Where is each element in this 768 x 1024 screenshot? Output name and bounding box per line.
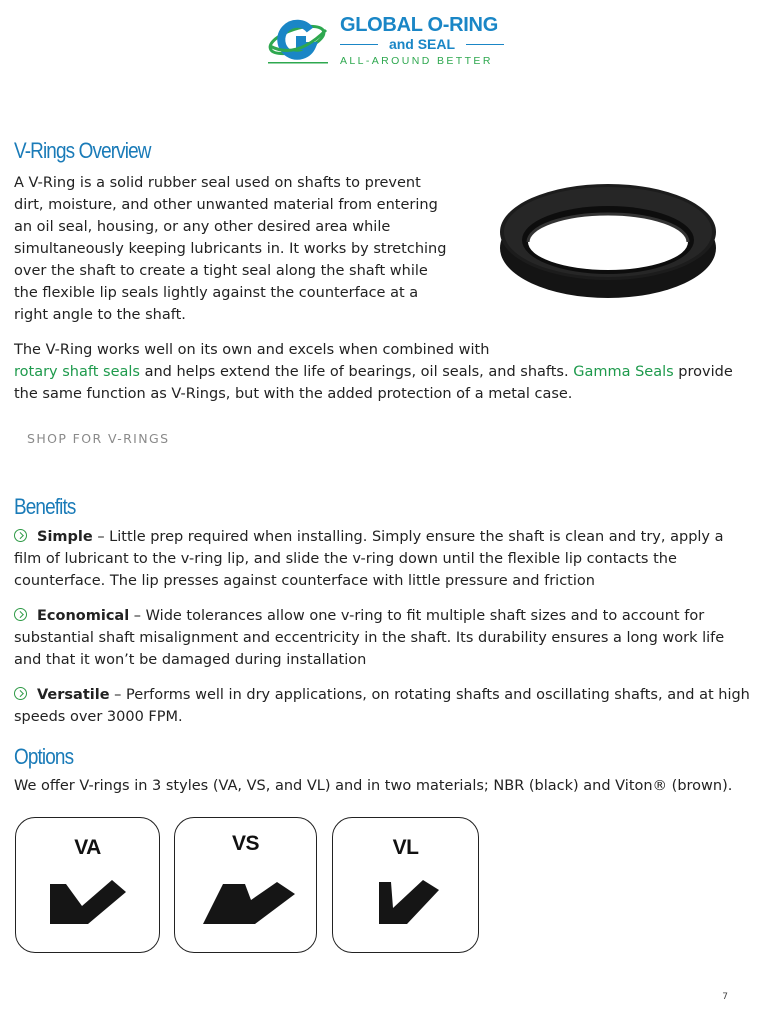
benefit-item-versatile: Versatile – Performs well in dry applications, on rotating shafts and oscillating shafts, and at high speeds over 3000 FPM. <box>14 687 750 725</box>
rotary-shaft-seals-link[interactable]: rotary shaft seals <box>14 364 140 380</box>
vs-profile-icon <box>201 878 297 928</box>
benefit-item-simple: Simple – Little prep required when installing. Simply ensure the shaft is clean and try, apply a film of lubricant to the v-ring lip, and slide the v-ring down until the flexible lip contacts the counterface. The lip presses against counterface with little pressure and friction <box>14 529 724 589</box>
logo-tagline: ALL-AROUND BETTER <box>340 55 493 67</box>
benefit-title: Simple <box>37 529 93 545</box>
style-card-vs <box>174 817 317 953</box>
vl-profile-icon <box>377 878 447 928</box>
benefits-heading: Benefits <box>14 494 76 519</box>
page-number: 7 <box>722 992 728 1002</box>
chevron-right-circle-icon <box>14 529 27 542</box>
chevron-right-circle-icon <box>14 608 27 621</box>
overview-heading: V-Rings Overview <box>14 138 151 163</box>
shop-for-v-rings-button[interactable]: SHOP FOR V-RINGS <box>27 431 170 446</box>
style-card-vl <box>332 817 479 953</box>
va-profile-icon <box>48 878 128 928</box>
gamma-seals-link[interactable]: Gamma Seals <box>573 364 674 380</box>
style-card-va <box>15 817 160 953</box>
benefit-title: Economical <box>37 608 130 624</box>
chevron-right-circle-icon <box>14 687 27 700</box>
v-ring-product-image <box>498 176 718 302</box>
overview-paragraph-2: The V-Ring works well on its own and excels when combined with rotary shaft seals and helps extend the life of bearings, oil seals, and shafts. Gamma Seals provide the same function as V-Rings, but with the added protection of a metal case. <box>14 342 733 402</box>
style-label: VL <box>392 836 419 859</box>
benefit-item-economical: Economical – Wide tolerances allow one v-ring to fit multiple shaft sizes and to account for substantial shaft misalignment and eccentricity in the shaft. Its durability ensures a long work life and that it won’t be damaged during installation <box>14 608 725 668</box>
style-label: VS <box>231 832 259 855</box>
options-paragraph: We offer V-rings in 3 styles (VA, VS, and VL) and in two materials; NBR (black) and Viton® (brown). <box>14 778 733 794</box>
benefit-title: Versatile <box>37 687 110 703</box>
style-label: VA <box>74 836 101 859</box>
logo-subtitle: and SEAL <box>340 36 504 52</box>
logo-title: GLOBAL O-RING <box>340 14 498 36</box>
overview-paragraph: A V-Ring is a solid rubber seal used on shafts to prevent dirt, moisture, and other unwanted material from entering an oil seal, housing, or any other desired area while simultaneously keeping lubricants in. It works by stretching over the shaft to create a tight seal along the shaft while the flexible lip seals lightly against the counterface at a right angle to the shaft. <box>14 175 447 323</box>
globe-logo-icon <box>266 16 330 68</box>
company-logo[interactable] <box>266 14 506 70</box>
options-heading: Options <box>14 744 74 769</box>
